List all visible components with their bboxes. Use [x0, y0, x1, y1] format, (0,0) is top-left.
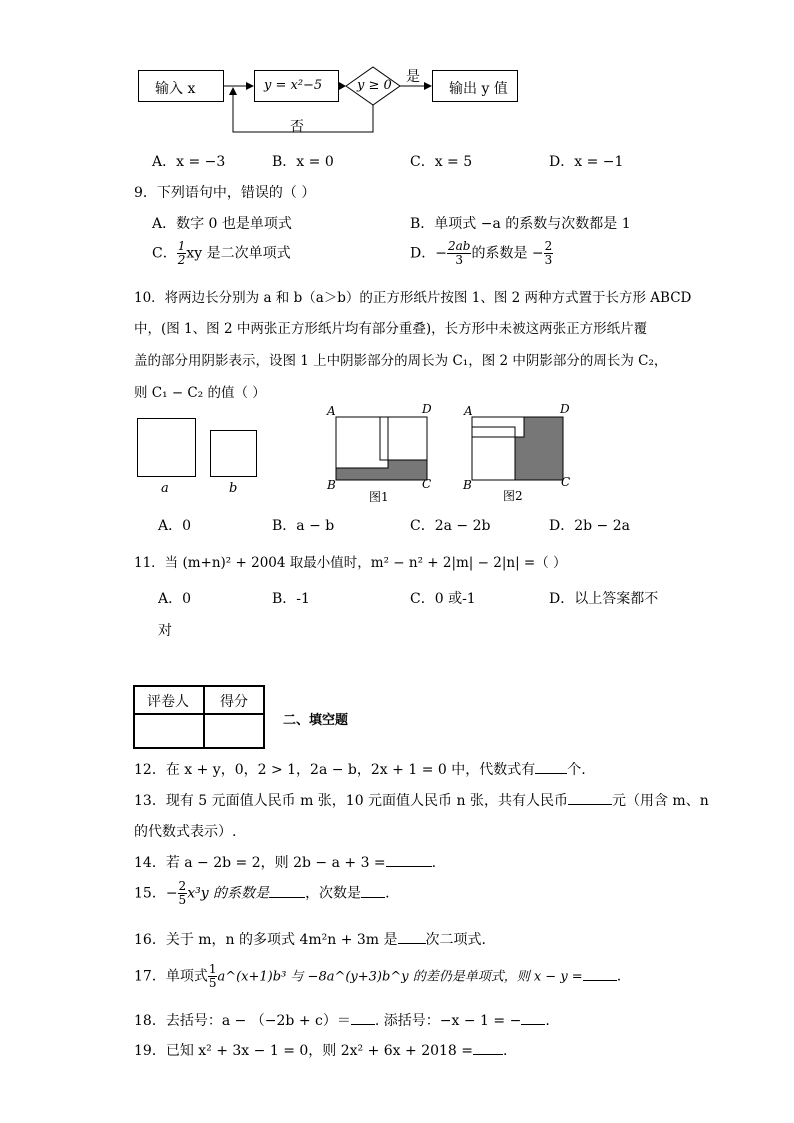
square-a-label: a	[161, 481, 169, 496]
q11-option-c: C．0 或-1	[410, 591, 476, 607]
section-title: 二、填空题	[283, 713, 349, 728]
fraction: $\frac{1}{5}$	[208, 962, 217, 990]
answer-blank[interactable]	[535, 773, 567, 774]
fig2-caption: 图2	[503, 489, 523, 503]
q15: 15．− $\frac{2}{5}$ x³y 的系数是 ，次数是 .	[134, 879, 390, 907]
answer-blank[interactable]	[473, 1054, 503, 1055]
q11-stem: 11．当 (m+n)² + 2004 取最小值时，m² − n² + 2|m| − 2|n| =（ ）	[134, 555, 567, 571]
flow-input-label: 输入 x	[155, 81, 196, 97]
q10-option-d: D．2b − 2a	[549, 518, 630, 534]
square-b	[210, 430, 257, 477]
flow-arrows	[0, 0, 794, 160]
fig2-label-c: C	[561, 475, 571, 489]
q9-option-c: C． $\frac{1}{2}$ xy 是二次单项式	[152, 239, 291, 267]
q16: 16．关于 m，n 的多项式 4m²n + 3m 是 次二项式.	[134, 932, 486, 948]
q18: 18．去括号：a − （−2b + c）＝ . 添括号：−x − 1 = − .	[134, 1013, 550, 1029]
score-table-row-divider	[133, 713, 265, 715]
flow-yes-label: 是	[406, 69, 420, 85]
figure-2	[465, 400, 575, 490]
q8-option-a: A．x = −3	[152, 154, 226, 170]
score-table-header-score: 得分	[220, 694, 248, 710]
q9-option-a: A．数字 0 也是单项式	[152, 216, 292, 232]
fig1-label-b: B	[327, 478, 336, 492]
q19: 19．已知 x² + 3x − 1 = 0，则 2x² + 6x + 2018 = .	[134, 1043, 508, 1059]
q11-option-d: D．以上答案都不	[549, 591, 659, 607]
answer-blank[interactable]	[361, 897, 385, 898]
fig1-caption: 图1	[369, 490, 389, 504]
fraction: $\frac{1}{2}$	[177, 239, 186, 267]
flow-output-label: 输出 y 值	[449, 81, 508, 97]
q11-option-a: A．0	[158, 591, 192, 607]
answer-blank[interactable]	[269, 897, 305, 898]
flow-no-label: 否	[290, 119, 304, 135]
score-table-col-divider	[203, 685, 205, 749]
q12: 12．在 x + y，0，2 > 1，2a − b，2x + 1 = 0 中，代数式有 个.	[134, 762, 586, 778]
answer-blank[interactable]	[568, 804, 612, 805]
q10-line3: 盖的部分用阴影表示，设图 1 上中阴影部分的周长为 C₁，图 2 中阴影部分的周长为 C₂，	[134, 353, 668, 369]
q11-option-d-wrap: 对	[158, 623, 172, 639]
fig2-label-d: D	[560, 402, 570, 416]
fig1-label-a: A	[327, 404, 336, 418]
q11-option-b: B．-1	[272, 591, 310, 607]
fig2-label-b: B	[463, 478, 472, 492]
q9-stem: 9．下列语句中，错误的（ ）	[134, 185, 316, 201]
q10-option-b: B．a − b	[272, 518, 335, 534]
q17: 17．单项式 $\frac{1}{5}$ a^(x+1)b³ 与 −8a^(y+3)b^y 的差仍是单项式，则 x − y = .	[134, 962, 622, 990]
square-a	[137, 418, 196, 477]
flow-formula-label: y = x²−5	[264, 78, 323, 93]
q10-line4: 则 C₁ − C₂ 的值（ ）	[134, 385, 266, 401]
q13-line1: 13．现有 5 元面值人民币 m 张，10 元面值人民币 n 张，共有人民币 元（用含 m、n	[134, 793, 709, 809]
fraction: $\frac{2}{5}$	[178, 879, 187, 907]
q8-option-b: B．x = 0	[272, 154, 334, 170]
answer-blank[interactable]	[386, 866, 432, 867]
fig2-shaded-region	[524, 417, 563, 480]
q10-option-a: A．0	[158, 518, 192, 534]
square-b-label: b	[229, 481, 238, 496]
fraction: $\frac{2}{3}$	[544, 239, 553, 267]
q9-option-d: D．− $\frac{2ab}{3}$ 的系数是 − $\frac{2}{3}$	[410, 239, 553, 267]
fig2-shaded-strip	[515, 437, 524, 480]
fig1-label-d: D	[422, 402, 432, 416]
fig2-label-a: A	[464, 404, 473, 418]
q8-option-d: D．x = −1	[549, 154, 624, 170]
answer-blank[interactable]	[398, 943, 426, 944]
q10-option-c: C．2a − 2b	[410, 518, 491, 534]
answer-blank[interactable]	[583, 980, 617, 981]
flow-condition-label: y ≥ 0	[357, 78, 392, 93]
q10-line1: 10．将两边长分别为 a 和 b（a＞b）的正方形纸片按图 1、图 2 两种方式置于长方形 ABCD	[134, 290, 692, 306]
answer-blank[interactable]	[521, 1024, 545, 1025]
answer-blank[interactable]	[351, 1024, 375, 1025]
fraction: $\frac{2ab}{3}$	[447, 239, 471, 267]
score-table-header-grader: 评卷人	[147, 694, 189, 710]
q14: 14．若 a − 2b = 2，则 2b − a + 3 = .	[134, 855, 437, 871]
q10-line2: 中，(图 1、图 2 中两张正方形纸片均有部分重叠)，长方形中未被这两张正方形纸片覆	[134, 321, 648, 337]
fig1-label-c: C	[422, 477, 432, 491]
q13-line2: 的代数式表示）.	[134, 824, 237, 840]
q9-option-b: B．单项式 −a 的系数与次数都是 1	[410, 216, 631, 232]
q8-option-c: C．x = 5	[410, 154, 473, 170]
